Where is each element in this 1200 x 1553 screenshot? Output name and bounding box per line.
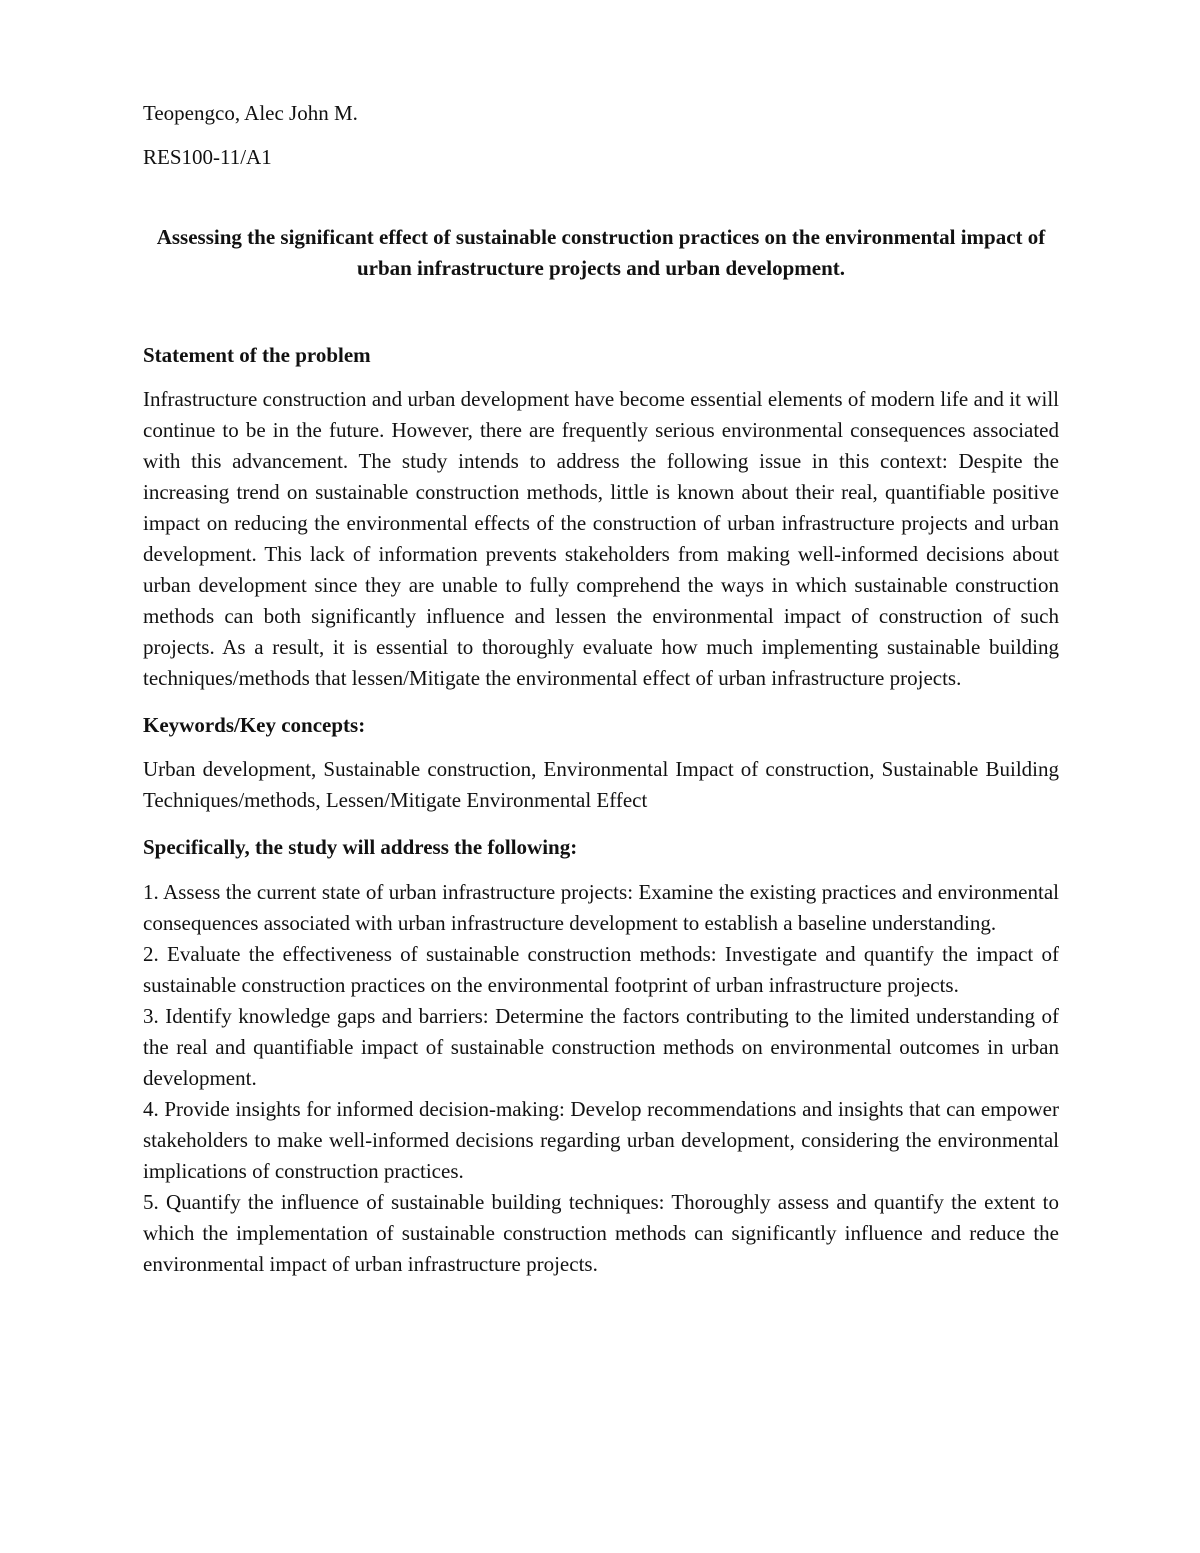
document-page: [143, 98, 1059, 1280]
course-code: RES100-11/A1: [143, 145, 272, 169]
problem-heading: Statement of the problem: [143, 343, 371, 367]
keywords-heading: Keywords/Key concepts:: [143, 713, 366, 737]
objectives-list: [143, 877, 1059, 1280]
author-name: Teopengco, Alec John M.: [143, 101, 358, 125]
problem-paragraph: Infrastructure construction and urban development have become essential elements of modern life and it will continue to be in the future. However, there are frequently serious environmental consequences associated with this advancement. The study intends to address the following issue in this context: Despite the increasing trend on sustainable construction methods, little is known about their real, quantifiable positive impact on reducing the environmental effects of the construction of urban infrastructure projects and urban development. This lack of information prevents stakeholders from making well-informed decisions about urban development since they are unable to fully comprehend the ways in which sustainable construction methods can both significantly influence and lessen the environmental impact of construction of such projects. As a result, it is essential to thoroughly evaluate how much implementing sustainable building techniques/methods that lessen/Mitigate the environmental effect of urban infrastructure projects.: [143, 387, 1059, 690]
list-item: 3. Identify knowledge gaps and barriers: Determine the factors contributing to the limited understanding of the real and quantifiable impact of sustainable construction methods on environmental outcomes in urban development.: [143, 1004, 1059, 1090]
list-item: 4. Provide insights for informed decision-making: Develop recommendations and insights that can empower stakeholders to make well-informed decisions regarding urban development, considering the environmental implications of construction practices.: [143, 1097, 1059, 1183]
keywords-paragraph: Urban development, Sustainable construction, Environmental Impact of construction, Sustainable Building Techniques/methods, Lessen/Mitigate Environmental Effect: [143, 757, 1059, 812]
list-item: 1. Assess the current state of urban infrastructure projects: Examine the existing practices and environmental consequences associated with urban infrastructure development to establish a baseline understanding.: [143, 880, 1059, 935]
objectives-heading: Specifically, the study will address the following:: [143, 835, 578, 859]
list-item: 5. Quantify the influence of sustainable building techniques: Thoroughly assess and quantify the extent to which the implementation of sustainable construction methods can significantly influence and reduce the environmental impact of urban infrastructure projects.: [143, 1190, 1059, 1276]
document-title: Assessing the significant effect of sustainable construction practices on the environmental impact of urban infrastructure projects and urban development.: [156, 225, 1046, 280]
list-item: 2. Evaluate the effectiveness of sustainable construction methods: Investigate and quantify the impact of sustainable construction practices on the environmental footprint of urban infrastructure projects.: [143, 942, 1059, 997]
